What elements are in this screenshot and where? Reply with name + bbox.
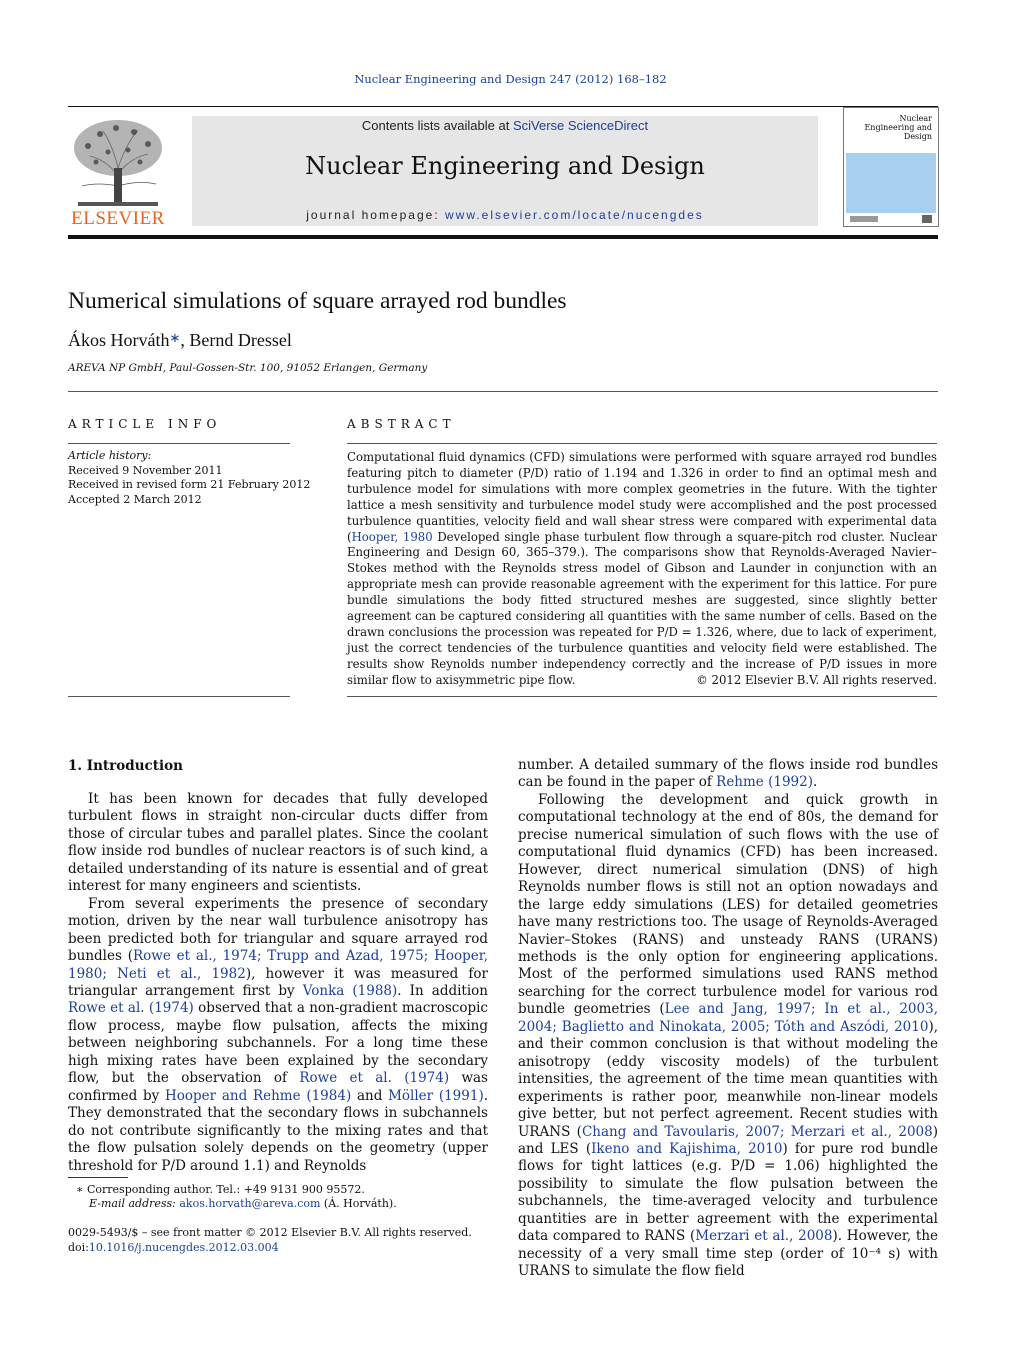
abstract-heading: ABSTRACT <box>347 417 456 431</box>
text-run: number. A detailed summary of the flows inside rod bundles can be found in the paper of <box>518 757 938 791</box>
journal-header-banner <box>192 116 818 226</box>
intro-paragraph-3 <box>518 757 938 792</box>
text-run: . In addition <box>397 982 488 999</box>
copyright-notice: © 2012 Elsevier B.V. All rights reserved. <box>696 673 937 687</box>
cover-title: Nuclear Engineering and Design <box>864 114 932 141</box>
text-run: Following the development and quick growth in computational technology at the end of 80s, the demand for precise numerical simulation of such flows with the use of computational fluid dynamics (CFD) has been increased. However, direct numerical simulation (DNS) of high Reynolds number flows is still not an option nowadays and the large eddy simulations (LES) for detailed geometries have many restrictions too. The usage of Reynolds-Averaged Navier–Stokes (RANS) and unsteady RANS (URANS) methods is the only option for engineering applications. Most of the performed simulations used RANS method searching for the correct turbulence model for various rod bundle geometries ( <box>518 791 938 1018</box>
doi-link[interactable]: 10.1016/j.nucengdes.2012.03.004 <box>88 1241 279 1254</box>
journal-title: Nuclear Engineering and Design <box>305 152 705 180</box>
revised-date: Received in revised form 21 February 2012 <box>68 478 311 491</box>
corresponding-text: Corresponding author. Tel.: +49 9131 900 95572. <box>83 1183 365 1196</box>
cover-blue-panel <box>846 153 936 213</box>
affiliation: AREVA NP GmbH, Paul-Gossen-Str. 100, 91052 Erlangen, Germany <box>68 362 428 374</box>
ref-link[interactable]: Rowe et al., 1974; Trupp and Azad, 1975; Hooper, 1980; Neti et al., 1982 <box>68 948 488 982</box>
ref-link[interactable]: Rehme (1992) <box>716 774 813 791</box>
right-column <box>518 757 938 1281</box>
text-run: ). However, the necessity of a very small time step (order of 10⁻⁴ s) with URANS to simulate the flow field <box>518 1228 938 1280</box>
journal-homepage-line <box>192 208 818 222</box>
article-title: Numerical simulations of square arrayed rod bundles <box>68 288 567 314</box>
accepted-date: Accepted 2 March 2012 <box>68 492 202 506</box>
abstract-part1: Computational fluid dynamics (CFD) simulations were performed with square arrayed rod bundles featuring pitch to diameter (P/D) ratio of 1.194 and 1.326 in order to find an optimal mesh and turbulence model for simulations with more complex geometries in the future. With the tighter lattice a mesh sensitivity and turbulence model study were accomplished and the post processed turbulence quantities, velocity field and wall shear stress were compared with experimental data ( <box>347 450 937 544</box>
ref-link[interactable]: Lee and Jang, 1997; In et al., 2003, 2004; Baglietto and Ninokata, 2005; Tóth and Aszódi, 2010 <box>518 1001 938 1035</box>
author-horvath: Ákos Horváth <box>68 330 170 350</box>
ref-link[interactable]: Möller (1991) <box>388 1087 484 1104</box>
header-thick-rule <box>68 235 938 239</box>
author-list <box>68 330 292 351</box>
ref-link[interactable]: Merzari et al., 2008 <box>695 1228 833 1245</box>
text-run: . <box>812 774 818 791</box>
abstract-text <box>347 450 937 689</box>
abstract-ref-hooper[interactable]: Hooper, 1980 <box>351 529 433 544</box>
footnote-mark: ∗ <box>76 1183 84 1196</box>
ref-link[interactable]: Rowe et al. (1974) <box>299 1070 450 1087</box>
elsevier-wordmark: ELSEVIER <box>71 208 165 229</box>
abstract-part2: Developed single phase turbulent flow through a square-pitch rod cluster. Nuclear Engineering and Design 60, 365–379.). The comparisons show that Reynolds-Averaged Navier–Stokes method with the Reynolds stress model of Gibson and Launder in conjunction with an appropriate mesh can provide reasonable agreement with the experiment for this lattice. For pure bundle simulations the body fitted structured meshes are suggested, since slightly better agreement can be captured considering all quantities with the same number of cells. Based on the drawn conclusions the procession was repeated for P/D = 1.326, where, due to lack of experiment, just the correct tendencies of the turbulence quantities and velocity field were established. The results show Reynolds number independency correctly and the increase of P/D issues in more similar flow to axisymmetric pipe flow. <box>347 529 937 687</box>
homepage-prefix: journal homepage: <box>306 208 445 222</box>
cover-publisher-mark <box>850 216 878 222</box>
issn-line: 0029-5493/$ – see front matter © 2012 Elsevier B.V. All rights reserved. <box>68 1226 472 1239</box>
corresponding-author-mark[interactable]: ∗ <box>169 330 181 345</box>
text-run: and <box>351 1087 389 1104</box>
text-run: ) and LES ( <box>518 1123 938 1157</box>
intro-paragraph-1: It has been known for decades that fully developed turbulent flows in straight non-circular ducts differ from those of circular tubes and parallel plates. Since the coolant flow inside rod bundles of nuclear reactors is of such kind, a detailed understanding of its nature is essential and of great interest for many engineers and scientists. <box>68 791 488 895</box>
homepage-link[interactable]: www.elsevier.com/locate/nucengdes <box>444 208 704 222</box>
text-run: ), however it was measured for triangular arrangement first by <box>68 965 488 999</box>
footnote-rule <box>68 1177 128 1178</box>
intro-paragraph-4 <box>518 792 938 1281</box>
cover-logo-mark <box>922 215 932 223</box>
text-run: ), and their common conclusion is that without modeling the anisotropy (eddy viscosity models) of the turbulent intensities, the agreement of the time mean quantities with experiments is rather poor, meanwhile non-linear models give better, but not perfect agreement. Recent studies with URANS ( <box>518 1018 938 1140</box>
doi-line <box>68 1240 279 1255</box>
text-run: From several experiments the presence of secondary motion, driven by the near wall turbulence anisotropy has been predicted both for triangular and square arrayed rod bundles ( <box>68 895 488 965</box>
contents-prefix: Contents lists available at <box>361 118 513 133</box>
corresponding-author-footnote <box>76 1182 365 1197</box>
email-footnote <box>89 1196 397 1211</box>
ref-link[interactable]: Hooper and Rehme (1984) <box>165 1087 352 1104</box>
elsevier-logo <box>68 116 168 228</box>
article-info-heading: ARTICLE INFO <box>68 417 222 431</box>
abstract-bottom-rule <box>347 696 937 697</box>
journal-cover-thumbnail[interactable] <box>843 107 939 227</box>
ref-link[interactable]: Chang and Tavoularis, 2007; Merzari et al., 2008 <box>581 1123 933 1140</box>
ref-link[interactable]: Rowe et al. (1974) <box>68 1000 194 1017</box>
intro-paragraph-2 <box>68 896 488 1175</box>
text-run: ) for pure rod bundle flows for tight lattices (e.g. P/D = 1.06) highlighted the possibility to simulate the flow pulsation between the subchannels, the time-averaged velocity and turbulence quantities are in better agreement with the experimental data compared to RANS ( <box>518 1140 938 1245</box>
author-dressel: , Bernd Dressel <box>180 330 292 350</box>
email-link[interactable]: akos.horvath@areva.com <box>179 1197 321 1210</box>
history-label: Article history: <box>68 449 152 462</box>
doi-prefix: doi: <box>68 1241 89 1254</box>
sciencedirect-link[interactable]: SciVerse ScienceDirect <box>512 118 649 133</box>
text-run: observed that a non-gradient macroscopic flow process, maybe flow pulsation, affects the mixing between neighboring subchannels. For a long time these high mixing rates have been explained by the secondary flow, but the observation of <box>68 1000 488 1087</box>
email-label: E-mail address: <box>89 1197 180 1210</box>
ref-link[interactable]: Vonka (1988) <box>302 982 398 999</box>
email-suffix: (Á. Horváth). <box>320 1197 397 1210</box>
abstract-rule <box>347 443 937 444</box>
ref-link[interactable]: Ikeno and Kajishima, 2010 <box>591 1140 783 1157</box>
article-info-rule <box>68 443 290 444</box>
header-top-rule <box>68 106 938 107</box>
article-history <box>68 449 310 507</box>
text-run: was confirmed by <box>68 1070 488 1104</box>
contents-line <box>192 118 818 133</box>
section-heading-introduction: 1. Introduction <box>68 758 183 774</box>
title-divider <box>68 391 938 392</box>
left-column <box>68 791 488 1175</box>
journal-citation[interactable]: Nuclear Engineering and Design 247 (2012) 168–182 <box>354 72 667 86</box>
article-info-bottom-rule <box>68 696 290 697</box>
text-run: . They demonstrated that the secondary flows in subchannels do not contribute significantly to the mixing rates and that the flow pulsation solely depends on the geometry (upper threshold for P/D around 1.1) and Reynolds <box>68 1087 489 1174</box>
received-date: Received 9 November 2011 <box>68 463 223 477</box>
elsevier-tree-icon <box>68 116 168 208</box>
